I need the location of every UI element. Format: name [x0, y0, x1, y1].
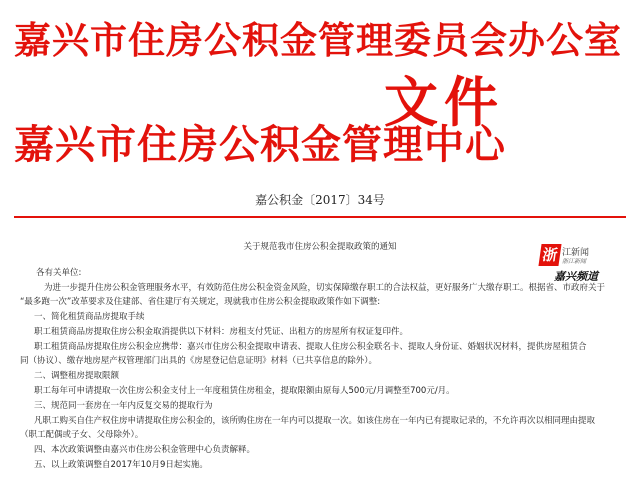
body-line-heading: 二、调整租房提取限额 [34, 371, 120, 381]
notice-title: 关于规范我市住房公积金提取政策的通知 [243, 242, 397, 252]
logo-bottom-text: 嘉兴频道 [554, 270, 598, 283]
logo-top-text: 江新闻 [562, 248, 590, 258]
body-line-heading: 一、简化租赁商品房提取手续 [34, 312, 145, 322]
body-line: 为进一步提升住房公积金管理服务水平，有效防范住房公积金资金风险，切实保障缴存职工的合法权益，更好服务广大缴存职工。根据省、市政府关于 [44, 283, 606, 293]
body-line-heading: 三、规范同一套房在一年内反复交易的提取行为 [34, 401, 213, 411]
body-line: 四、本次政策调整由嘉兴市住房公积金管理中心负责解释。 [34, 445, 256, 455]
body-line: “最多跑一次”改革要求及住建部、省住建厅有关规定，现就我市住房公积金提取政策作如下调整: [20, 297, 381, 307]
body-line: 职工租赁商品房提取住房公积金取消提供以下材料：房租支付凭证、出租方的房屋所有权证复印件。 [34, 327, 409, 337]
red-divider [14, 216, 626, 218]
document-number: 嘉公积金〔2017〕34号 [255, 193, 385, 207]
body-line: 职工每年可申请提取一次住房公积金支付上一年度租赁住房租金，提取限额由原每人500元/月调整至700元/月。 [34, 386, 455, 396]
header-document-word: 文件 [384, 70, 504, 134]
header-title-center: 嘉兴市住房公积金管理中心 [14, 121, 506, 168]
body-line: 五、以上政策调整自2017年10月9日起实施。 [34, 460, 208, 470]
body-line-salutation: 各有关单位: [36, 268, 82, 278]
body-line: （职工配偶或子女、父母除外）。 [20, 430, 144, 440]
logo-badge: 浙 [538, 244, 561, 266]
watermark-logo [540, 244, 608, 288]
body-line: 同（协议）、缴存地房屋产权管理部门出具的《房屋登记信息证明》材料（已共享信息的除外）。 [20, 356, 378, 366]
logo-sub-text: 浙江新闻 [562, 258, 587, 265]
body-line: 凡职工购买自住产权住房申请提取住房公积金的，该所购住房在一年内可以提取一次。如该住房在一年内已有提取记录的，不允许再次以相同理由提取 [34, 416, 596, 426]
header-title-office: 嘉兴市住房公积金管理委员会办公室 [14, 18, 622, 62]
body-line: 职工租赁商品房提取住房公积金应携带：嘉兴市住房公积金提取申请表、提取人住房公积金联名卡、提取人身份证、婚姻状况材料，提供房屋租赁合 [34, 342, 587, 352]
